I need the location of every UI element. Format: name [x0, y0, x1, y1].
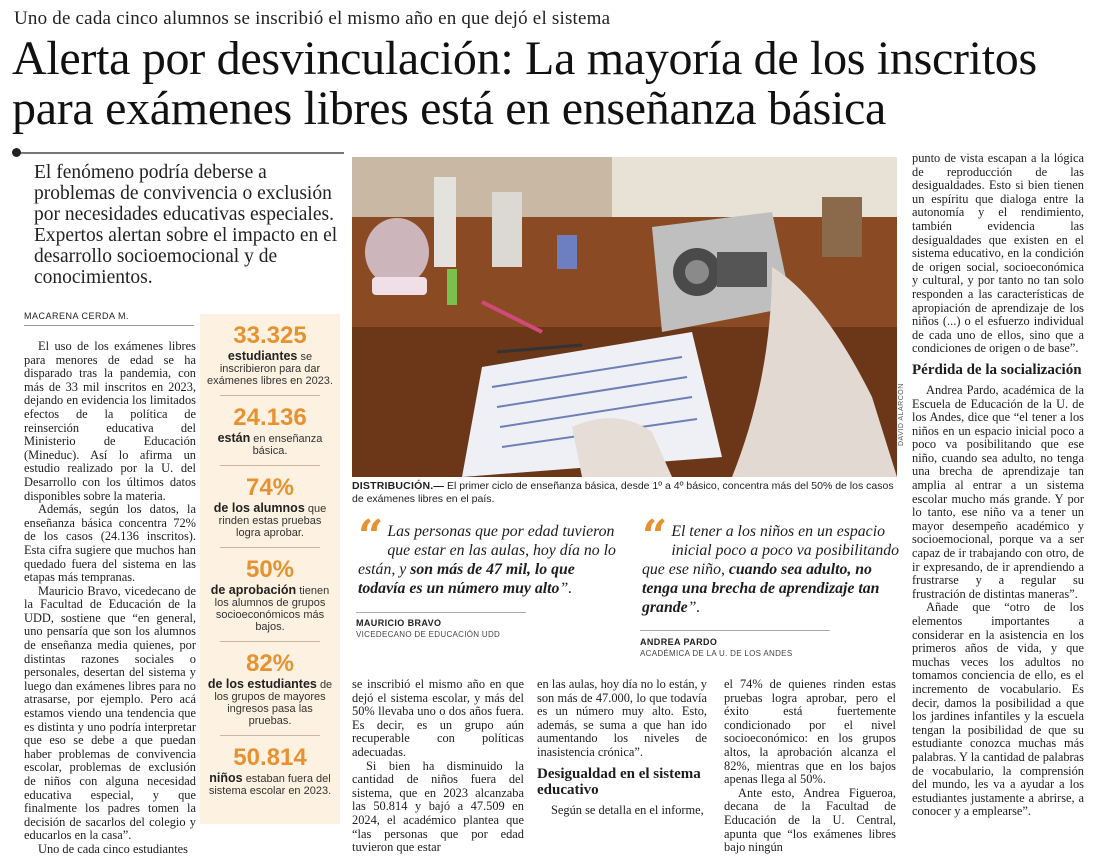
stat-number: 50.814: [233, 744, 307, 771]
stat-label: niños: [209, 771, 243, 785]
body-paragraph: Además, según los datos, la enseñanza básica concentra 72% de los casos (24.136 inscritos). Esta cifra sugiere que muchos han quedado fuera del sistema en las etapas más tempranas.: [24, 502, 196, 585]
body-paragraph: en las aulas, hoy día no lo están, y son más de 47.000, lo que todavía es un número muy alto. Esto, además, se suma a que han ido aumentando los niveles de inasistencia crónica”.: [537, 677, 707, 759]
headline: Alerta por desvinculación: La mayoría de los inscritos para exámenes libres está en enseñanza básica: [12, 32, 1037, 135]
body-column-2: [352, 678, 524, 855]
stat-description: de los grupos de mayores ingresos pasa las pruebas.: [214, 679, 333, 727]
stat-description: que rinden estas pruebas logra aprobar.: [218, 503, 327, 539]
body-paragraph: Andrea Pardo, académica de la Escuela de Educación de la U. de los Andes, dice que “el tener a los niños en un espacio inicial poco a poco va posibilitando que ese niño, cuando sea adulto, no tenga una brecha de aprendizaje tan amplia al entrar a un sistema escolar mucho más grande. Y por lo tanto, ese niño va a tener un mayor desempeño académico y socioemocional, porque va a ser capaz de ir trabajando con otro, de ir expresando, de ir aprendiendo a frustrarse y a regular su frustración de distintas maneras”.: [912, 382, 1084, 601]
body-paragraph: Mauricio Bravo, vicedecano de la Facultad de Educación de la UDD, sostiene que “en general, uno pensaría que son los alumnos de enseñanza media quienes, por distintas razones sociales o personales, desertan del sistema y luego dan exámenes libres para no atrasarse, por ejemplo. Pero acá estamos viendo una tendencia que es distinta y uno podría interpretar que eso se debe a que puedan haber problemas de convivencia escolar, problemas de exclusión de niños con alguna necesidad educativa especial, y que finalmente los padres tomen la decisión de sacarlos del colegio y educarlos en la casa”.: [24, 583, 196, 843]
stat-divider: [220, 395, 320, 396]
stat-divider: [220, 641, 320, 642]
caption-text: El primer ciclo de enseñanza básica, desde 1º a 4º básico, concentra más del 50% de los casos de exámenes libres en el país.: [352, 480, 894, 505]
section-subhead: Pérdida de la socialización: [912, 361, 1082, 378]
stat-description: estaban fuera del sistema escolar en 2023.: [208, 773, 332, 797]
article-photo: [352, 157, 897, 477]
quote-emphasis: cuando sea adulto, no tenga una brecha de aprendizaje tan grande: [642, 561, 880, 616]
body-column-1: [24, 340, 196, 857]
quote-text: Las personas que por edad tuvieron que estar en las aulas, hoy día no lo están, y: [358, 523, 616, 578]
quote-emphasis: son más de 47 mil, lo que todavía es un número muy alto: [358, 561, 575, 597]
body-paragraph: Según se detalla en el informe,: [551, 802, 704, 817]
stat-label: están: [217, 431, 251, 445]
stat-label: de los alumnos: [213, 501, 305, 515]
stat-number: 33.325: [233, 322, 307, 349]
body-paragraph: Si bien ha disminuido la cantidad de niños fuera del sistema, que en 2023 alcanzaba las 50.814 y bajó a 47.509 en 2024, el académico plantea que “las personas que por edad tuvieron que estar: [352, 758, 524, 855]
photo-illustration: [352, 157, 897, 477]
body-paragraph: Añade que “otro de los elementos importantes a considerar en la asistencia en los primeros años de vida, y que muchas veces los adultos no tomamos conciencia de ello, es el incremento de vocabulario. Es decir, damos la posibilidad a que los jardines infantiles y la escuela tengan la posibilidad de que su estudiante conozca muchas más palabras. Y la cantidad de palabras de vocabulario, la comprensión del mundo, les va a ayudar a los estudiantes justamente a abrirse, a conocer y a emplearse”.: [912, 600, 1084, 819]
byline: MACARENA CERDA M.: [24, 311, 130, 321]
quote-divider: [356, 612, 526, 613]
kicker: Uno de cada cinco alumnos se inscribió el mismo año en que dejó el sistema: [14, 8, 611, 29]
quote-mark-icon: “: [642, 511, 668, 562]
stat-item: [200, 324, 340, 396]
body-column-3: [537, 678, 707, 817]
photo-credit: DAVID ALARCÓN: [898, 383, 905, 446]
stat-number: 50%: [245, 556, 295, 583]
body-paragraph: Uno de cada cinco estudiantes: [38, 841, 189, 856]
pull-quote: [642, 511, 904, 617]
stat-number: 74%: [245, 474, 295, 501]
lead-divider: [14, 152, 344, 154]
stat-description: tienen los alumnos de grupos socioeconómicos más bajos.: [214, 585, 330, 633]
quote-text: El tener a los niños en un espacio inicial poco a poco va posibilitando que ese niño,: [642, 523, 900, 578]
bullet-icon: [12, 148, 21, 157]
stat-number: 82%: [245, 650, 295, 677]
stats-sidebar: [200, 314, 340, 824]
quote-author-role: ACADÉMICA DE LA U. DE LOS ANDES: [640, 649, 793, 658]
quote-author: ANDREA PARDO: [640, 637, 718, 647]
stat-divider: [220, 465, 320, 466]
caption-label: DISTRIBUCIÓN.—: [352, 480, 445, 492]
quote-author-role: VICEDECANO DE EDUCACIÓN UDD: [356, 630, 501, 639]
quote-divider: [640, 630, 830, 631]
pull-quote: [358, 511, 620, 598]
stat-divider: [220, 547, 320, 548]
stat-divider: [220, 735, 320, 736]
body-column-4: [724, 678, 896, 855]
lead-paragraph: El fenómeno podría deberse a problemas de convivencia o exclusión por necesidades educativas especiales. Expertos alertan sobre el impacto en el desarrollo socioemocional y de conocimientos.: [34, 162, 338, 288]
quote-mark-icon: “: [358, 511, 384, 562]
stat-label: estudiantes: [227, 349, 298, 363]
body-column-5: [912, 152, 1084, 819]
byline-divider: [24, 325, 194, 326]
stat-label: de los estudiantes: [207, 677, 317, 691]
body-paragraph: se inscribió el mismo año en que dejó el sistema escolar, y más del 50% llevaba uno o dos años fuera. Es decir, es un grupo aún recuperable con políticas adecuadas.: [352, 677, 524, 759]
stat-item: [200, 558, 340, 642]
quote-end: ”.: [687, 599, 701, 616]
stat-number: 24.136: [233, 404, 307, 431]
stat-description: se inscribieron para dar exámenes libres en 2023.: [207, 351, 333, 387]
section-subhead: Desigualdad en el sistema educativo: [537, 765, 701, 798]
stat-item: [200, 406, 340, 466]
body-paragraph: el 74% de quienes rinden estas pruebas logra aprobar, pero el éxito está fuertemente condicionado por el nivel socioeconómico: en los grupos altos, la aprobación alcanza el 82%, mientras que en los bajos apenas llega al 50%.: [724, 677, 896, 787]
stat-item: [200, 476, 340, 548]
body-paragraph: Ante esto, Andrea Figueroa, decana de la Facultad de Educación de la U. Central, apunta que “los exámenes libres bajo ningún: [724, 785, 896, 855]
stat-item: [200, 746, 340, 797]
quote-end: ”.: [559, 580, 573, 597]
stat-description: en enseñanza básica.: [252, 433, 323, 457]
photo-caption: [352, 480, 902, 506]
stat-label: de aprobación: [210, 583, 297, 597]
body-paragraph: El uso de los exámenes libres para menores de edad se ha disparado tras la pandemia, con más de 33 mil inscritos en 2023, dejando en evidencia los limitados efectos de la política de reinserción educativa del Ministerio de Educación (Mineduc). Así lo afirma un estudio realizado por la U. del Desarrollo con los últimos datos disponibles sobre la materia.: [24, 339, 196, 503]
body-paragraph: punto de vista escapan a la lógica de reproducción de las desigualdades. Esto si bien tienen un espíritu que dialoga entre la autonomía y el rendimiento, también evidencia las desigualdades que existen en el sistema educativo, en la condición de origen social, socioeconómica y cultural, y por tanto no tan solo responden a las características de apropiación de aprendizaje de los niños (...) o el esfuerzo individual de cada uno de ellos, sino que a condiciones de origen o de base”.: [912, 151, 1084, 356]
stat-item: [200, 652, 340, 736]
quote-author: MAURICIO BRAVO: [356, 618, 442, 628]
